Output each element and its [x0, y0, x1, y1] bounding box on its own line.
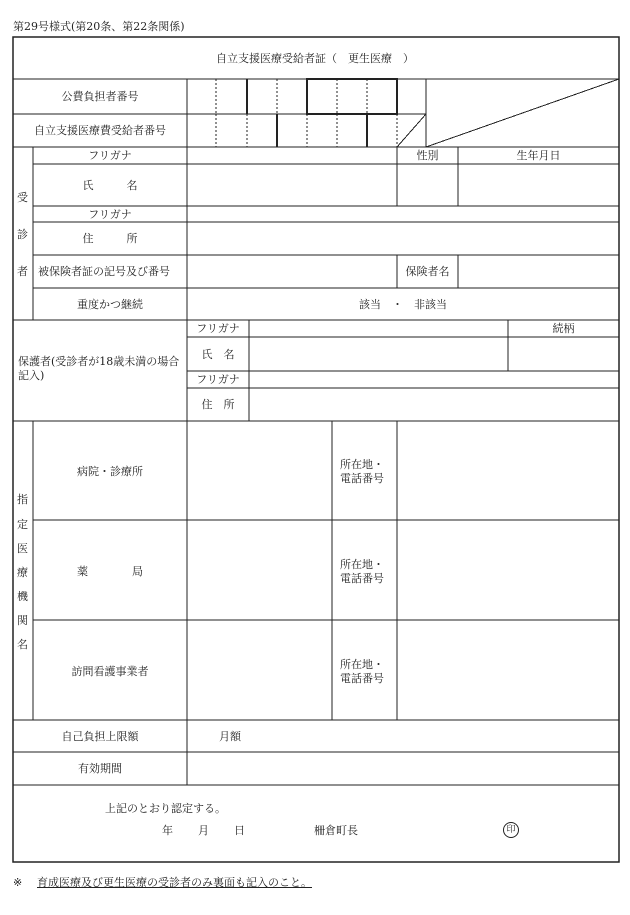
- guardian-address-label: 住 所: [201, 398, 235, 411]
- patient-furigana-label: フリガナ: [88, 149, 132, 162]
- severity-value: 該当 ・ 非該当: [359, 298, 447, 311]
- birthdate-label: 生年月日: [516, 149, 561, 162]
- form-number: 第29号様式(第20条、第22条関係): [13, 20, 185, 33]
- insurer-label: 保険者名: [405, 265, 450, 278]
- validity-period-label: 有効期間: [78, 762, 122, 775]
- guardian-furigana-label: フリガナ: [196, 322, 240, 335]
- copay-unit: 月額: [219, 730, 241, 743]
- insurance-card-label: 被保険者証の記号及び番号: [38, 265, 170, 278]
- patient-name-label: 氏 名: [82, 179, 138, 192]
- recipient-number-label: 自立支援医療費受給者番号: [34, 124, 166, 137]
- cert-day: 日: [234, 824, 245, 837]
- footnote-mark: ※: [13, 876, 23, 889]
- gender-label: 性別: [416, 149, 439, 162]
- guardian-address-furigana-label: フリガナ: [196, 373, 240, 386]
- copay-limit-label: 自己負担上限額: [61, 730, 139, 743]
- cert-month: 月: [198, 824, 209, 837]
- certification-statement: 上記のとおり認定する。: [105, 802, 226, 815]
- certificate-title: 自立支援医療受給者証（ 更生医療 ）: [216, 52, 414, 65]
- cert-year: 年: [162, 824, 173, 837]
- patient-address-label: 住 所: [82, 232, 138, 245]
- address-furigana-label: フリガナ: [88, 208, 132, 221]
- pharmacy-label: 薬 局: [77, 565, 143, 578]
- guardian-name-label: 氏 名: [201, 348, 235, 361]
- seal-icon: 印: [503, 822, 519, 838]
- issuer-name: 柵倉町長: [314, 824, 358, 837]
- nursing-label: 訪問看護事業者: [71, 665, 149, 678]
- footnote-text: 育成医療及び更生医療の受診者のみ裏面も記入のこと。: [37, 876, 312, 889]
- severity-label: 重度かつ継続: [77, 298, 143, 311]
- hospital-label: 病院・診療所: [77, 465, 143, 478]
- payer-number-label: 公費負担者番号: [61, 90, 139, 103]
- guardian-label: 保護者(受診者が18歳未満の場合記入): [18, 355, 180, 382]
- relation-label: 続柄: [552, 322, 575, 335]
